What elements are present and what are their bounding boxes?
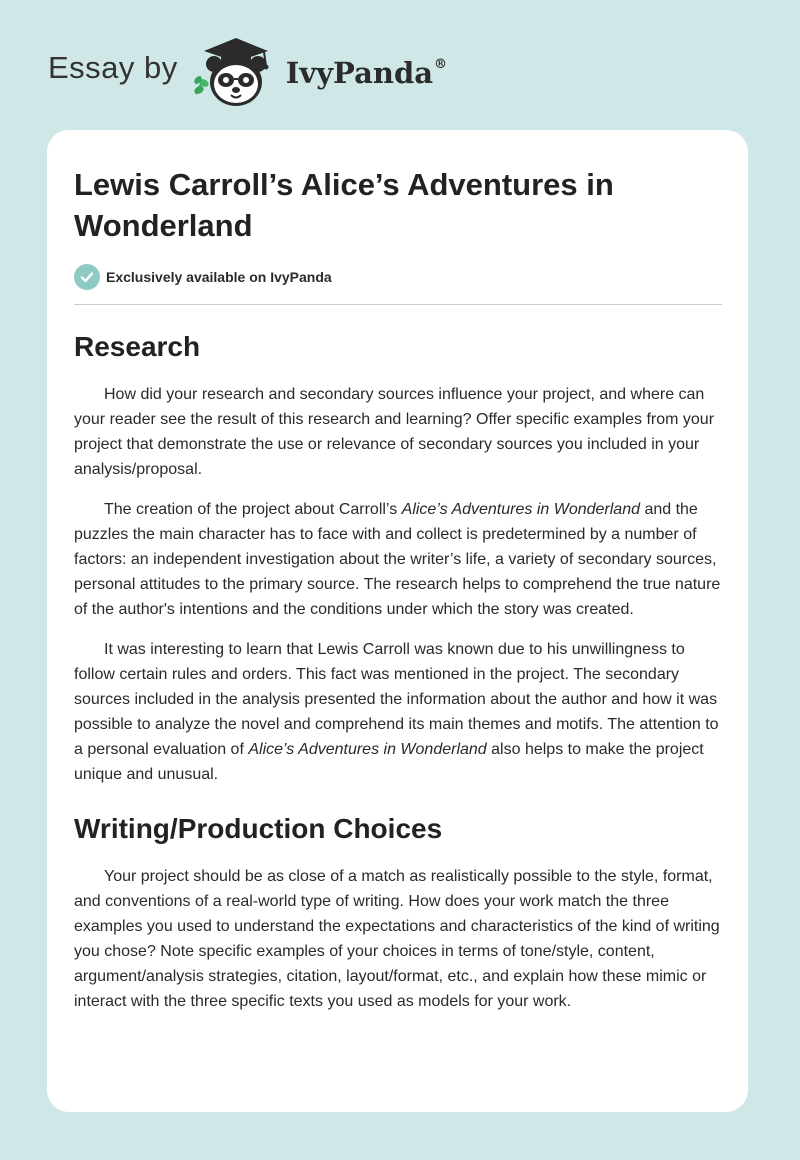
section-heading: Research bbox=[74, 331, 201, 362]
text-run: The creation of the project about Carroll’s bbox=[104, 501, 402, 518]
essay-card bbox=[47, 130, 748, 1112]
site-header bbox=[48, 34, 447, 114]
paragraph bbox=[74, 637, 722, 787]
divider bbox=[74, 304, 722, 305]
essay-title: Lewis Carroll’s Alice’s Adventures in Wonderland bbox=[74, 167, 614, 243]
brand-name[interactable] bbox=[286, 56, 447, 90]
panda-logo-icon[interactable] bbox=[188, 34, 284, 110]
brand-text: IvyPanda bbox=[285, 56, 434, 90]
text-run: It was interesting to learn that Lewis Carroll was known due to his unwillingness to follow certain rules and orders. This fact was mentioned in the project. The secondary sources included in the analysis presented the information about the author and how it was possible to analyze the novel and comprehend its main themes and motifs. The attention to a personal evaluation of bbox=[74, 641, 719, 758]
italic-title: Alice’s Adventures in Wonderland bbox=[248, 741, 487, 758]
text-run: How did your research and secondary sources influence your project, and where can your reader see the result of this research and learning? Offer specific examples from your project that demonstrate the use or relevance of secondary sources you included in your analysis/proposal. bbox=[74, 386, 715, 478]
text-run: also helps to make the project unique and unusual. bbox=[74, 741, 704, 783]
checkmark-icon bbox=[74, 264, 100, 290]
essay-body bbox=[74, 330, 722, 1014]
text-run: and the puzzles the main character has to face with and collect is predetermined by a number of factors: an independent investigation about the writer’s life, a variety of secondary sources, personal attitudes to the primary source. The research helps to comprehend the true nature of the author's intentions and the conditions under which the story was created. bbox=[74, 501, 721, 618]
exclusive-badge bbox=[74, 262, 722, 292]
section-heading: Writing/Production Choices bbox=[74, 813, 443, 844]
essay-by-label: Essay by bbox=[48, 50, 178, 85]
italic-title: Alice’s Adventures in Wonderland bbox=[401, 501, 640, 518]
paragraph bbox=[74, 864, 722, 1014]
text-run: Your project should be as close of a match as realistically possible to the style, format, and conventions of a real-world type of writing. How does your work match the three examples you used to understand the expectations and characteristics of the kind of writing you chose? Note specific examples of your choices in terms of tone/style, content, argument/analysis strategies, citation, layout/format, etc., and explain how these mimic or interact with the three specific texts you used as models for your work. bbox=[74, 868, 720, 1010]
paragraph bbox=[74, 382, 722, 482]
paragraph bbox=[74, 497, 722, 622]
registered-mark: ® bbox=[434, 57, 448, 73]
exclusive-label: Exclusively available on IvyPanda bbox=[106, 269, 332, 285]
